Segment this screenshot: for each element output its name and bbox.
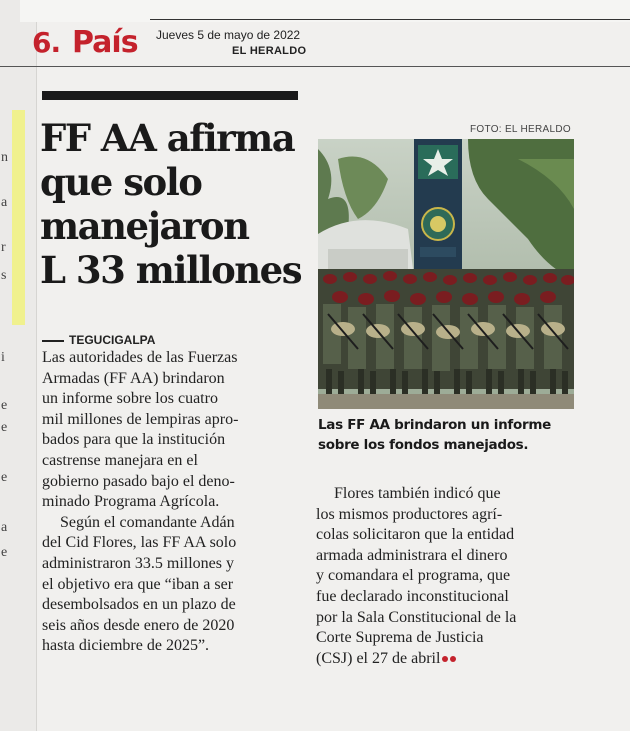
headline-bar: [42, 91, 298, 100]
issue-date: Jueves 5 de mayo de 2022: [156, 28, 301, 42]
header-bottom-rule: [0, 66, 630, 67]
paragraph-3: Flores también indicó que los mismos productores agrí- colas solicitaron que la entidad armada administrara el dinero y comandara el programa, que fue declarado inconstitucional por la Sala Constitucional de la Corte Suprema de Justicia (CSJ) el 27 de abril: [316, 485, 517, 667]
photo-caption: [318, 415, 578, 455]
caption-line: sobre los fondos manejados.: [318, 437, 529, 453]
end-mark-icon: [442, 656, 448, 662]
soldiers-photo: [318, 139, 574, 409]
headline-line: L 33 millones: [40, 248, 302, 292]
headline-line: FF AA afirma: [40, 116, 295, 160]
end-mark-icon: [450, 656, 456, 662]
page-number: 6.: [32, 26, 61, 59]
dateline-rule: [42, 340, 64, 342]
article-column-2: [316, 484, 574, 669]
paragraph-2: Según el comandante Adán del Cid Flores, las FF AA solo administraron 33.5 millones y el objetivo era que “iban a ser desembolsados en un plazo de seis años desde enero de 2020 hasta diciembre de 2025”.: [42, 513, 237, 655]
section-name: País: [72, 25, 138, 60]
article-column-1: [42, 348, 300, 657]
caption-line: Las FF AA brindaron un informe: [318, 417, 551, 433]
paragraph-1: Las autoridades de las Fuerzas Armadas (FF AA) brindaron un informe sobre los cuatro mil millones de lempiras apro- bados para que la institución castrense manejara en el gobierno pasado bajo el deno- minado Programa Agrícola.: [42, 349, 239, 511]
highlighter-mark: [12, 110, 25, 325]
photo-credit: FOTO: EL HERALDO: [470, 124, 571, 135]
headline: [40, 116, 310, 292]
previous-page-edge: n a r s i e e e a e: [0, 0, 37, 731]
header-rule: [150, 19, 630, 20]
headline-line: manejaron: [40, 204, 249, 248]
dateline: TEGUCIGALPA: [42, 333, 155, 347]
headline-line: que solo: [40, 160, 202, 204]
newspaper-name: EL HERALDO: [232, 45, 307, 57]
